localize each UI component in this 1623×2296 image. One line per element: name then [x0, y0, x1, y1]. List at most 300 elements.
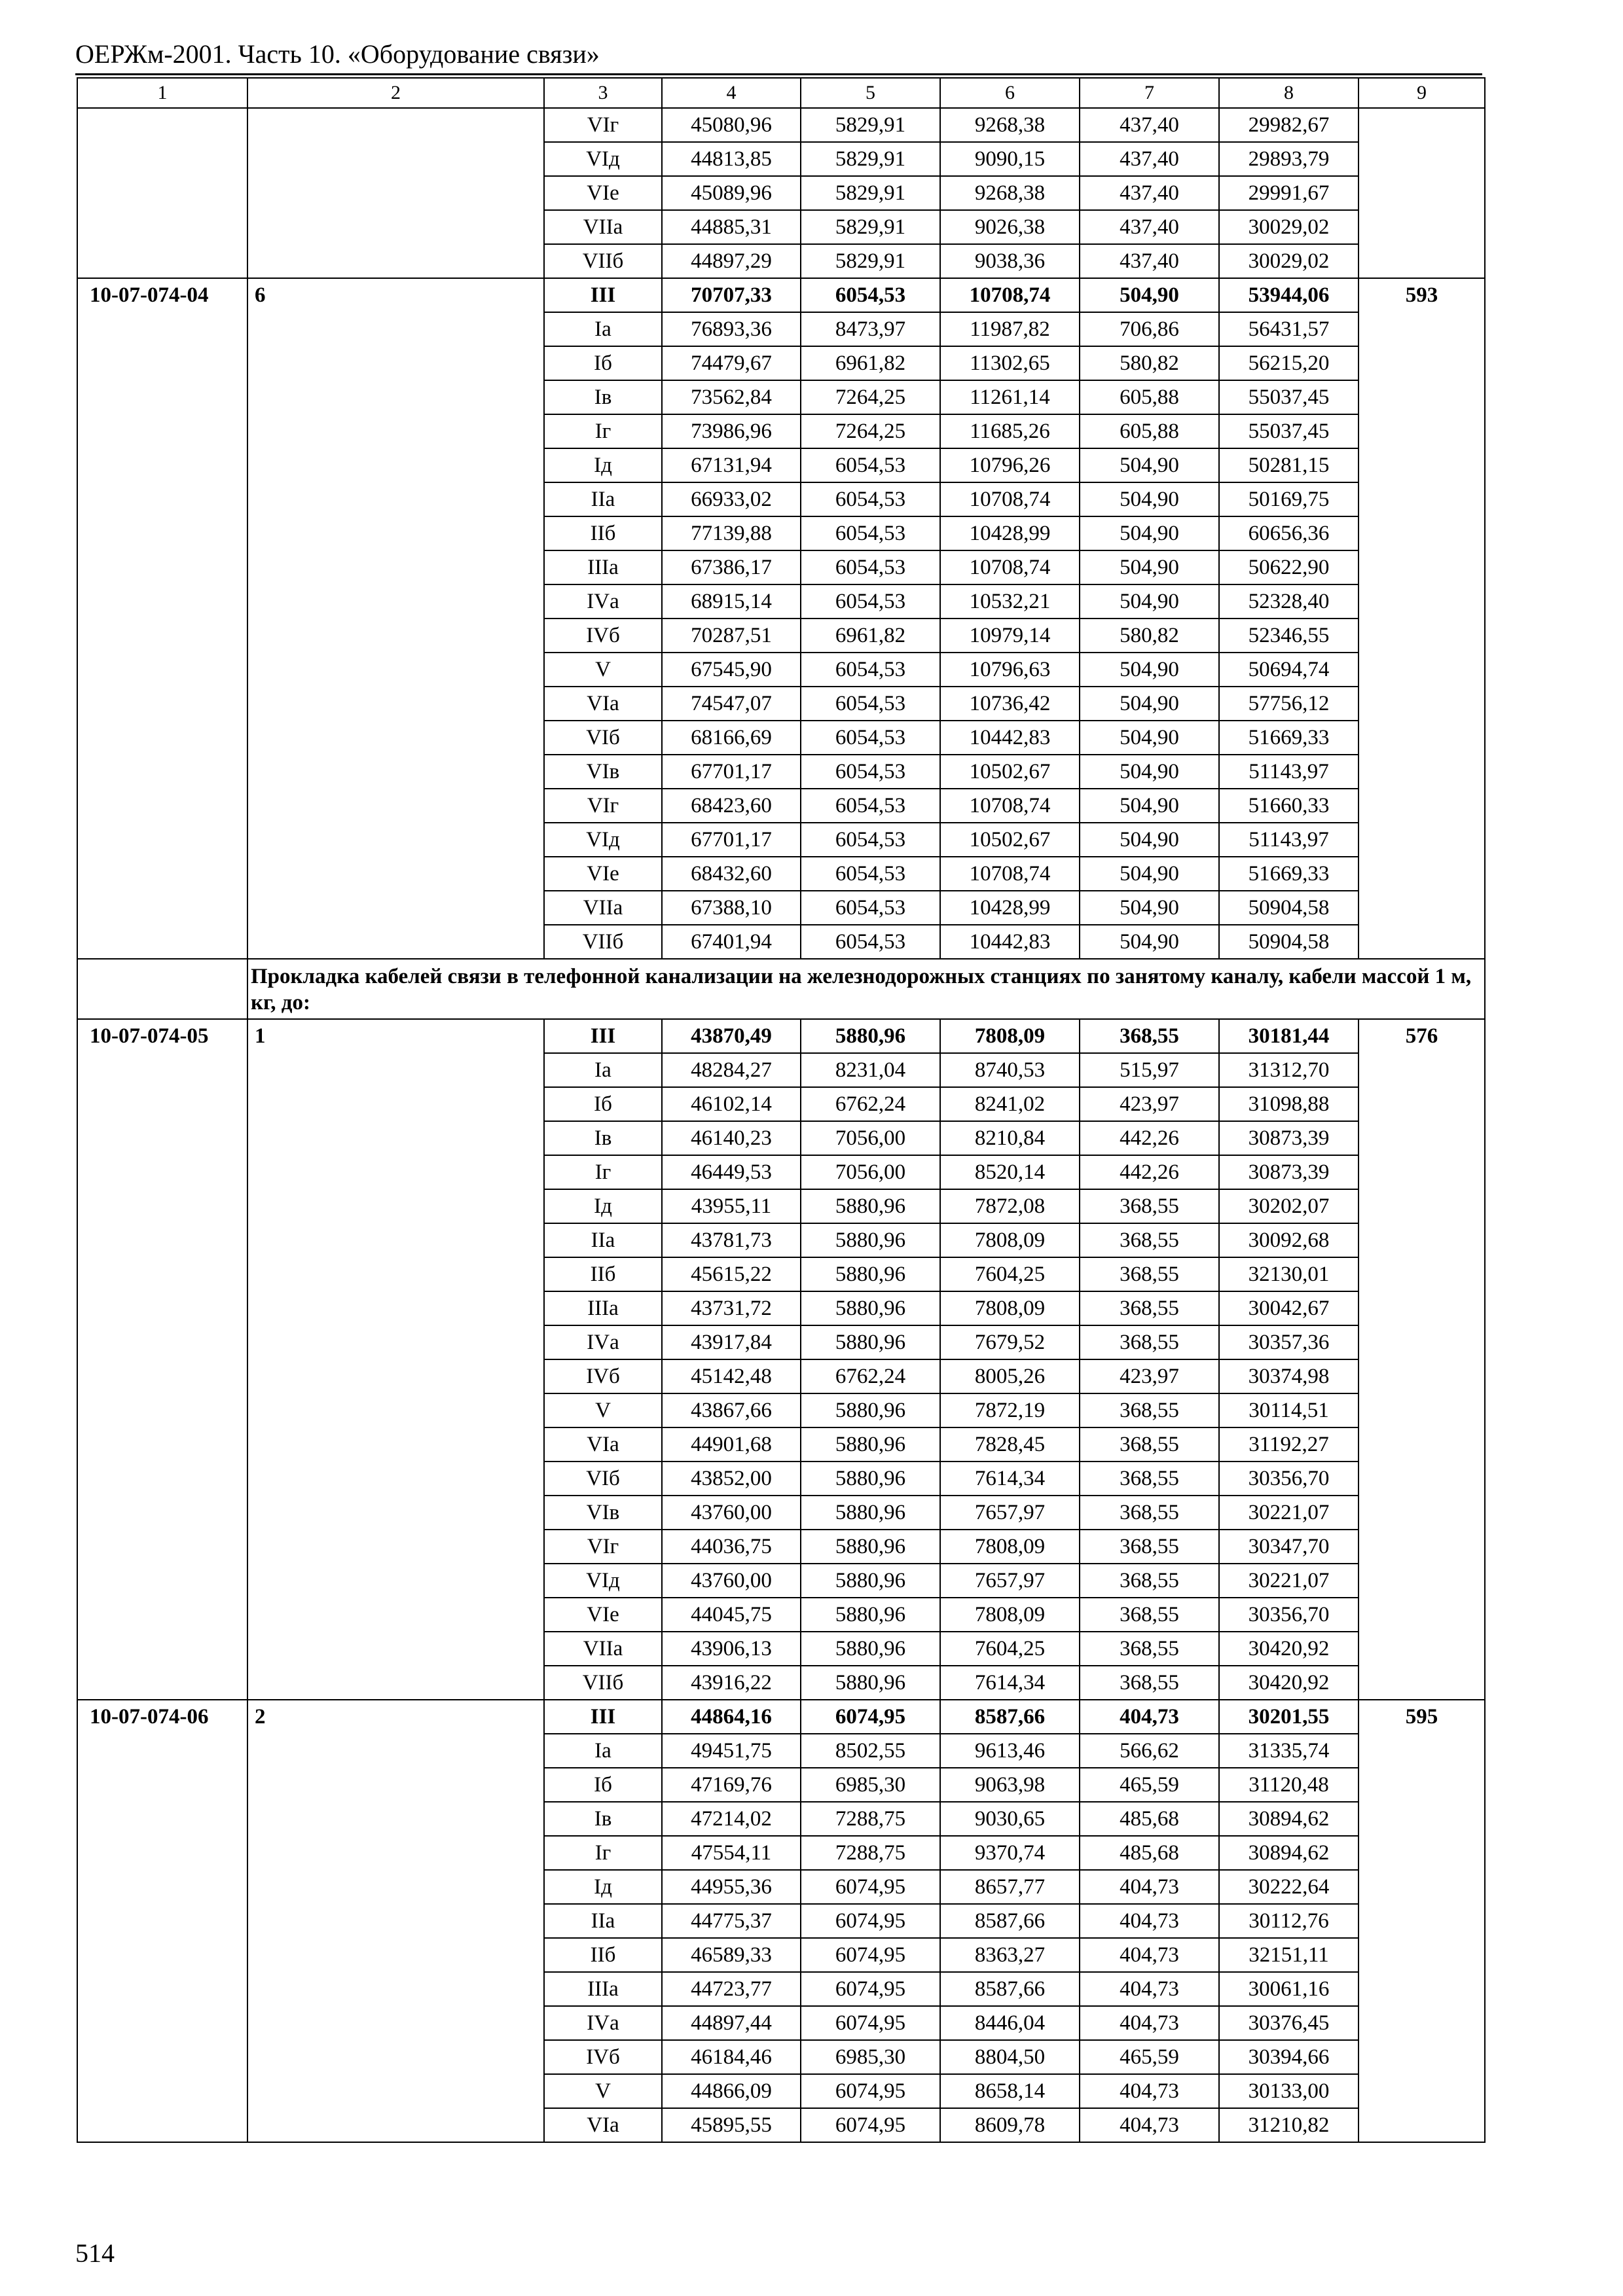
labor-cost-cell: 7056,00 [801, 1121, 940, 1155]
labor-cost-cell: 5880,96 [801, 1598, 940, 1632]
machinist-wage-cell: 706,86 [1080, 312, 1219, 346]
materials-cost-cell: 50904,58 [1219, 891, 1359, 925]
header-rule [75, 73, 1482, 75]
price-zone-cell: IIIа [544, 550, 662, 584]
materials-cost-cell: 30394,66 [1219, 2040, 1359, 2074]
total-cost-cell: 43852,00 [662, 1462, 801, 1496]
materials-cost-cell: 30133,00 [1219, 2074, 1359, 2108]
machine-cost-cell: 9038,36 [940, 244, 1080, 278]
machinist-wage-cell: 504,90 [1080, 857, 1219, 891]
labor-cost-cell: 5880,96 [801, 1462, 940, 1496]
price-zone-cell: VIв [544, 755, 662, 789]
materials-cost-cell: 32130,01 [1219, 1257, 1359, 1291]
machinist-wage-cell: 404,73 [1080, 1938, 1219, 1972]
materials-cost-cell: 31335,74 [1219, 1734, 1359, 1768]
price-zone-cell: VIIа [544, 891, 662, 925]
materials-cost-cell: 29982,67 [1219, 108, 1359, 142]
total-cost-cell: 46184,46 [662, 2040, 801, 2074]
price-zone-cell: IIIа [544, 1291, 662, 1325]
machine-cost-cell: 10502,67 [940, 755, 1080, 789]
cable-mass-cell [247, 108, 544, 278]
total-cost-cell: 44045,75 [662, 1598, 801, 1632]
total-cost-cell: 44864,16 [662, 1700, 801, 1734]
rate-code-cell: 10-07-074-05 [77, 1019, 247, 1700]
machine-cost-cell: 8587,66 [940, 1700, 1080, 1734]
price-zone-cell: VIг [544, 1530, 662, 1564]
materials-cost-cell: 30894,62 [1219, 1836, 1359, 1870]
total-cost-cell: 73986,96 [662, 414, 801, 448]
price-zone-cell: III [544, 1700, 662, 1734]
labor-cost-cell: 6074,95 [801, 2006, 940, 2040]
cable-mass-cell: 6 [247, 278, 544, 959]
labor-cost-cell: 6074,95 [801, 2108, 940, 2142]
labor-cost-cell: 6985,30 [801, 1768, 940, 1802]
materials-cost-cell: 30042,67 [1219, 1291, 1359, 1325]
machine-cost-cell: 7828,45 [940, 1427, 1080, 1462]
labor-hours-cell: 576 [1359, 1019, 1485, 1700]
price-zone-cell: Iг [544, 414, 662, 448]
machinist-wage-cell: 485,68 [1080, 1836, 1219, 1870]
labor-cost-cell: 6054,53 [801, 278, 940, 312]
price-zone-cell: IIа [544, 482, 662, 516]
total-cost-cell: 45089,96 [662, 176, 801, 210]
price-zone-cell: Iб [544, 1087, 662, 1121]
table-row [77, 1019, 1485, 1053]
total-cost-cell: 49451,75 [662, 1734, 801, 1768]
labor-hours-cell: 595 [1359, 1700, 1485, 2142]
machinist-wage-cell: 404,73 [1080, 1904, 1219, 1938]
machinist-wage-cell: 404,73 [1080, 2074, 1219, 2108]
machine-cost-cell: 9370,74 [940, 1836, 1080, 1870]
materials-cost-cell: 31098,88 [1219, 1087, 1359, 1121]
price-zone-cell: VIа [544, 687, 662, 721]
machinist-wage-cell: 437,40 [1080, 142, 1219, 176]
machine-cost-cell: 10796,63 [940, 653, 1080, 687]
total-cost-cell: 44897,29 [662, 244, 801, 278]
materials-cost-cell: 30376,45 [1219, 2006, 1359, 2040]
price-zone-cell: V [544, 2074, 662, 2108]
materials-cost-cell: 30873,39 [1219, 1155, 1359, 1189]
total-cost-cell: 44036,75 [662, 1530, 801, 1564]
cable-mass-cell: 1 [247, 1019, 544, 1700]
labor-hours-cell [1359, 108, 1485, 278]
total-cost-cell: 45142,48 [662, 1359, 801, 1393]
total-cost-cell: 44897,44 [662, 2006, 801, 2040]
total-cost-cell: 47169,76 [662, 1768, 801, 1802]
total-cost-cell: 74547,07 [662, 687, 801, 721]
total-cost-cell: 67388,10 [662, 891, 801, 925]
price-zone-cell: V [544, 653, 662, 687]
machine-cost-cell: 7679,52 [940, 1325, 1080, 1359]
machine-cost-cell: 7808,09 [940, 1598, 1080, 1632]
machinist-wage-cell: 368,55 [1080, 1291, 1219, 1325]
machine-cost-cell: 10442,83 [940, 925, 1080, 959]
price-zone-cell: IIб [544, 516, 662, 550]
total-cost-cell: 67401,94 [662, 925, 801, 959]
materials-cost-cell: 31120,48 [1219, 1768, 1359, 1802]
price-zone-cell: IIIа [544, 1972, 662, 2006]
price-zone-cell: VIа [544, 1427, 662, 1462]
machinist-wage-cell: 465,59 [1080, 1768, 1219, 1802]
machinist-wage-cell: 368,55 [1080, 1632, 1219, 1666]
machinist-wage-cell: 504,90 [1080, 584, 1219, 619]
materials-cost-cell: 30202,07 [1219, 1189, 1359, 1223]
total-cost-cell: 77139,88 [662, 516, 801, 550]
materials-cost-cell: 30029,02 [1219, 210, 1359, 244]
labor-cost-cell: 5880,96 [801, 1257, 940, 1291]
labor-cost-cell: 5880,96 [801, 1223, 940, 1257]
price-zone-cell: VIе [544, 857, 662, 891]
machine-cost-cell: 11261,14 [940, 380, 1080, 414]
materials-cost-cell: 51143,97 [1219, 755, 1359, 789]
machinist-wage-cell: 404,73 [1080, 1700, 1219, 1734]
materials-cost-cell: 30092,68 [1219, 1223, 1359, 1257]
labor-cost-cell: 6054,53 [801, 653, 940, 687]
materials-cost-cell: 55037,45 [1219, 380, 1359, 414]
total-cost-cell: 44901,68 [662, 1427, 801, 1462]
column-number: 8 [1219, 78, 1359, 108]
machinist-wage-cell: 423,97 [1080, 1359, 1219, 1393]
materials-cost-cell: 57756,12 [1219, 687, 1359, 721]
machine-cost-cell: 9613,46 [940, 1734, 1080, 1768]
total-cost-cell: 44775,37 [662, 1904, 801, 1938]
price-zone-cell: VIIб [544, 925, 662, 959]
price-zone-cell: IVа [544, 584, 662, 619]
total-cost-cell: 44955,36 [662, 1870, 801, 1904]
machine-cost-cell: 10796,26 [940, 448, 1080, 482]
total-cost-cell: 45615,22 [662, 1257, 801, 1291]
labor-cost-cell: 5880,96 [801, 1291, 940, 1325]
rates-table [77, 77, 1486, 2143]
labor-cost-cell: 5880,96 [801, 1019, 940, 1053]
labor-cost-cell: 6985,30 [801, 2040, 940, 2074]
price-zone-cell: Iа [544, 1053, 662, 1087]
total-cost-cell: 66933,02 [662, 482, 801, 516]
materials-cost-cell: 55037,45 [1219, 414, 1359, 448]
column-number: 9 [1359, 78, 1485, 108]
labor-cost-cell: 6074,95 [801, 1938, 940, 1972]
machinist-wage-cell: 605,88 [1080, 380, 1219, 414]
labor-cost-cell: 6054,53 [801, 584, 940, 619]
machinist-wage-cell: 404,73 [1080, 2006, 1219, 2040]
price-zone-cell: IVа [544, 2006, 662, 2040]
price-zone-cell: VIд [544, 142, 662, 176]
materials-cost-cell: 30356,70 [1219, 1598, 1359, 1632]
labor-cost-cell: 8473,97 [801, 312, 940, 346]
materials-cost-cell: 31312,70 [1219, 1053, 1359, 1087]
labor-cost-cell: 5880,96 [801, 1393, 940, 1427]
price-zone-cell: VIе [544, 176, 662, 210]
labor-cost-cell: 6054,53 [801, 857, 940, 891]
materials-cost-cell: 51669,33 [1219, 721, 1359, 755]
price-zone-cell: IIа [544, 1904, 662, 1938]
labor-cost-cell: 6054,53 [801, 687, 940, 721]
price-zone-cell: IVб [544, 1359, 662, 1393]
machinist-wage-cell: 504,90 [1080, 687, 1219, 721]
labor-cost-cell: 7288,75 [801, 1802, 940, 1836]
machinist-wage-cell: 368,55 [1080, 1189, 1219, 1223]
machine-cost-cell: 7872,19 [940, 1393, 1080, 1427]
materials-cost-cell: 30420,92 [1219, 1632, 1359, 1666]
labor-cost-cell: 6054,53 [801, 516, 940, 550]
price-zone-cell: Iа [544, 1734, 662, 1768]
labor-cost-cell: 6054,53 [801, 891, 940, 925]
total-cost-cell: 74479,67 [662, 346, 801, 380]
total-cost-cell: 44723,77 [662, 1972, 801, 2006]
machine-cost-cell: 9268,38 [940, 176, 1080, 210]
table-row [77, 278, 1485, 312]
machinist-wage-cell: 504,90 [1080, 278, 1219, 312]
machinist-wage-cell: 437,40 [1080, 176, 1219, 210]
machine-cost-cell: 8587,66 [940, 1972, 1080, 2006]
machine-cost-cell: 7808,09 [940, 1291, 1080, 1325]
total-cost-cell: 68432,60 [662, 857, 801, 891]
machine-cost-cell: 10708,74 [940, 550, 1080, 584]
materials-cost-cell: 52346,55 [1219, 619, 1359, 653]
machinist-wage-cell: 504,90 [1080, 448, 1219, 482]
machine-cost-cell: 8609,78 [940, 2108, 1080, 2142]
labor-cost-cell: 5829,91 [801, 244, 940, 278]
machine-cost-cell: 7657,97 [940, 1564, 1080, 1598]
total-cost-cell: 47554,11 [662, 1836, 801, 1870]
labor-cost-cell: 6054,53 [801, 550, 940, 584]
materials-cost-cell: 56215,20 [1219, 346, 1359, 380]
price-zone-cell: VIIб [544, 1666, 662, 1700]
table-row [77, 108, 1485, 142]
machine-cost-cell: 9268,38 [940, 108, 1080, 142]
machinist-wage-cell: 368,55 [1080, 1530, 1219, 1564]
machine-cost-cell: 10708,74 [940, 789, 1080, 823]
labor-cost-cell: 6074,95 [801, 1972, 940, 2006]
machine-cost-cell: 8657,77 [940, 1870, 1080, 1904]
price-zone-cell: Iб [544, 346, 662, 380]
total-cost-cell: 43917,84 [662, 1325, 801, 1359]
machinist-wage-cell: 404,73 [1080, 1870, 1219, 1904]
labor-cost-cell: 7264,25 [801, 380, 940, 414]
total-cost-cell: 46589,33 [662, 1938, 801, 1972]
price-zone-cell: III [544, 278, 662, 312]
machine-cost-cell: 8804,50 [940, 2040, 1080, 2074]
machinist-wage-cell: 504,90 [1080, 823, 1219, 857]
column-number: 6 [940, 78, 1080, 108]
column-number: 4 [662, 78, 801, 108]
total-cost-cell: 76893,36 [662, 312, 801, 346]
machine-cost-cell: 9090,15 [940, 142, 1080, 176]
labor-cost-cell: 6762,24 [801, 1087, 940, 1121]
price-zone-cell: IIб [544, 1257, 662, 1291]
materials-cost-cell: 56431,57 [1219, 312, 1359, 346]
price-zone-cell: V [544, 1393, 662, 1427]
materials-cost-cell: 30222,64 [1219, 1870, 1359, 1904]
machinist-wage-cell: 368,55 [1080, 1564, 1219, 1598]
labor-cost-cell: 6054,53 [801, 482, 940, 516]
machine-cost-cell: 8005,26 [940, 1359, 1080, 1393]
total-cost-cell: 43760,00 [662, 1496, 801, 1530]
labor-cost-cell: 8502,55 [801, 1734, 940, 1768]
price-zone-cell: Iд [544, 448, 662, 482]
labor-cost-cell: 5880,96 [801, 1427, 940, 1462]
materials-cost-cell: 50622,90 [1219, 550, 1359, 584]
column-number: 7 [1080, 78, 1219, 108]
price-zone-cell: Iв [544, 1121, 662, 1155]
total-cost-cell: 44813,85 [662, 142, 801, 176]
materials-cost-cell: 51660,33 [1219, 789, 1359, 823]
machinist-wage-cell: 423,97 [1080, 1087, 1219, 1121]
materials-cost-cell: 30029,02 [1219, 244, 1359, 278]
machinist-wage-cell: 404,73 [1080, 1972, 1219, 2006]
labor-cost-cell: 6961,82 [801, 619, 940, 653]
total-cost-cell: 67386,17 [662, 550, 801, 584]
price-zone-cell: III [544, 1019, 662, 1053]
machine-cost-cell: 7614,34 [940, 1462, 1080, 1496]
machinist-wage-cell: 368,55 [1080, 1393, 1219, 1427]
total-cost-cell: 67701,17 [662, 755, 801, 789]
labor-cost-cell: 6762,24 [801, 1359, 940, 1393]
machinist-wage-cell: 442,26 [1080, 1155, 1219, 1189]
machinist-wage-cell: 605,88 [1080, 414, 1219, 448]
labor-cost-cell: 6961,82 [801, 346, 940, 380]
machinist-wage-cell: 368,55 [1080, 1257, 1219, 1291]
machinist-wage-cell: 437,40 [1080, 244, 1219, 278]
machine-cost-cell: 10708,74 [940, 857, 1080, 891]
machinist-wage-cell: 504,90 [1080, 721, 1219, 755]
materials-cost-cell: 29893,79 [1219, 142, 1359, 176]
machinist-wage-cell: 465,59 [1080, 2040, 1219, 2074]
materials-cost-cell: 30873,39 [1219, 1121, 1359, 1155]
price-zone-cell: Iв [544, 380, 662, 414]
materials-cost-cell: 30201,55 [1219, 1700, 1359, 1734]
machinist-wage-cell: 504,90 [1080, 482, 1219, 516]
labor-cost-cell: 7264,25 [801, 414, 940, 448]
machine-cost-cell: 8658,14 [940, 2074, 1080, 2108]
labor-hours-cell: 593 [1359, 278, 1485, 959]
total-cost-cell: 67701,17 [662, 823, 801, 857]
price-zone-cell: Iд [544, 1870, 662, 1904]
total-cost-cell: 67545,90 [662, 653, 801, 687]
rate-code-cell: 10-07-074-04 [77, 278, 247, 959]
price-zone-cell: Iв [544, 1802, 662, 1836]
materials-cost-cell: 52328,40 [1219, 584, 1359, 619]
rate-code-cell: 10-07-074-06 [77, 1700, 247, 2142]
price-zone-cell: VIд [544, 1564, 662, 1598]
machinist-wage-cell: 368,55 [1080, 1325, 1219, 1359]
machine-cost-cell: 9026,38 [940, 210, 1080, 244]
machinist-wage-cell: 504,90 [1080, 550, 1219, 584]
machine-cost-cell: 10442,83 [940, 721, 1080, 755]
price-zone-cell: VIв [544, 1496, 662, 1530]
materials-cost-cell: 50694,74 [1219, 653, 1359, 687]
materials-cost-cell: 30181,44 [1219, 1019, 1359, 1053]
machine-cost-cell: 11987,82 [940, 312, 1080, 346]
machine-cost-cell: 8363,27 [940, 1938, 1080, 1972]
machine-cost-cell: 8587,66 [940, 1904, 1080, 1938]
materials-cost-cell: 51143,97 [1219, 823, 1359, 857]
total-cost-cell: 43955,11 [662, 1189, 801, 1223]
machine-cost-cell: 7808,09 [940, 1530, 1080, 1564]
materials-cost-cell: 50169,75 [1219, 482, 1359, 516]
labor-cost-cell: 5880,96 [801, 1666, 940, 1700]
total-cost-cell: 67131,94 [662, 448, 801, 482]
labor-cost-cell: 6074,95 [801, 1904, 940, 1938]
section-title: Прокладка кабелей связи в телефонной канализации на железнодорожных станциях по занятому каналу, кабели массой 1 м, кг, до: [247, 959, 1485, 1019]
price-zone-cell: IVа [544, 1325, 662, 1359]
price-zone-cell: VIа [544, 2108, 662, 2142]
machinist-wage-cell: 504,90 [1080, 925, 1219, 959]
materials-cost-cell: 30420,92 [1219, 1666, 1359, 1700]
machine-cost-cell: 8520,14 [940, 1155, 1080, 1189]
labor-cost-cell: 8231,04 [801, 1053, 940, 1087]
materials-cost-cell: 31192,27 [1219, 1427, 1359, 1462]
total-cost-cell: 43916,22 [662, 1666, 801, 1700]
labor-cost-cell: 6054,53 [801, 823, 940, 857]
labor-cost-cell: 5880,96 [801, 1189, 940, 1223]
machine-cost-cell: 8740,53 [940, 1053, 1080, 1087]
materials-cost-cell: 53944,06 [1219, 278, 1359, 312]
machine-cost-cell: 7808,09 [940, 1019, 1080, 1053]
section-empty-cell [77, 959, 247, 1019]
machine-cost-cell: 11302,65 [940, 346, 1080, 380]
cable-mass-cell: 2 [247, 1700, 544, 2142]
materials-cost-cell: 50281,15 [1219, 448, 1359, 482]
labor-cost-cell: 5829,91 [801, 108, 940, 142]
machine-cost-cell: 10979,14 [940, 619, 1080, 653]
column-number: 2 [247, 78, 544, 108]
machine-cost-cell: 10502,67 [940, 823, 1080, 857]
materials-cost-cell: 30221,07 [1219, 1496, 1359, 1530]
machinist-wage-cell: 368,55 [1080, 1427, 1219, 1462]
machinist-wage-cell: 504,90 [1080, 653, 1219, 687]
machine-cost-cell: 7657,97 [940, 1496, 1080, 1530]
total-cost-cell: 43867,66 [662, 1393, 801, 1427]
page-number: 514 [75, 2238, 115, 2268]
machinist-wage-cell: 515,97 [1080, 1053, 1219, 1087]
price-zone-cell: VIIб [544, 244, 662, 278]
price-zone-cell: VIг [544, 789, 662, 823]
machinist-wage-cell: 437,40 [1080, 210, 1219, 244]
machinist-wage-cell: 504,90 [1080, 891, 1219, 925]
materials-cost-cell: 30221,07 [1219, 1564, 1359, 1598]
machinist-wage-cell: 437,40 [1080, 108, 1219, 142]
column-number: 1 [77, 78, 247, 108]
labor-cost-cell: 6074,95 [801, 1700, 940, 1734]
total-cost-cell: 46102,14 [662, 1087, 801, 1121]
machinist-wage-cell: 485,68 [1080, 1802, 1219, 1836]
machine-cost-cell: 11685,26 [940, 414, 1080, 448]
machine-cost-cell: 10428,99 [940, 516, 1080, 550]
materials-cost-cell: 30894,62 [1219, 1802, 1359, 1836]
machine-cost-cell: 9030,65 [940, 1802, 1080, 1836]
table-row [77, 1700, 1485, 1734]
materials-cost-cell: 50904,58 [1219, 925, 1359, 959]
labor-cost-cell: 7288,75 [801, 1836, 940, 1870]
materials-cost-cell: 30061,16 [1219, 1972, 1359, 2006]
labor-cost-cell: 6074,95 [801, 2074, 940, 2108]
total-cost-cell: 70287,51 [662, 619, 801, 653]
machine-cost-cell: 10708,74 [940, 482, 1080, 516]
machinist-wage-cell: 504,90 [1080, 516, 1219, 550]
machinist-wage-cell: 368,55 [1080, 1223, 1219, 1257]
labor-cost-cell: 7056,00 [801, 1155, 940, 1189]
price-zone-cell: VIе [544, 1598, 662, 1632]
labor-cost-cell: 6074,95 [801, 1870, 940, 1904]
total-cost-cell: 68423,60 [662, 789, 801, 823]
machinist-wage-cell: 368,55 [1080, 1666, 1219, 1700]
machine-cost-cell: 9063,98 [940, 1768, 1080, 1802]
labor-cost-cell: 6054,53 [801, 755, 940, 789]
labor-cost-cell: 6054,53 [801, 721, 940, 755]
materials-cost-cell: 30357,36 [1219, 1325, 1359, 1359]
page-header-title: ОЕРЖм-2001. Часть 10. «Оборудование связи» [75, 39, 600, 69]
